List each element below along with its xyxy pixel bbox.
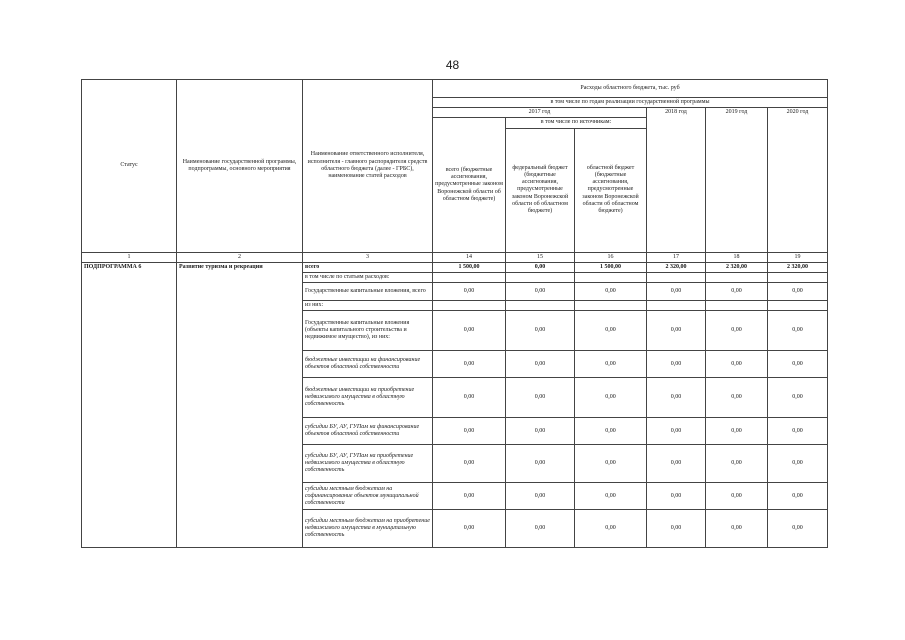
value-cell: 0,00 bbox=[768, 445, 828, 483]
value-cell: 0,00 bbox=[575, 311, 647, 351]
header-total-col: всего (бюджетные ассигнования, предусмотренные законом Воронежской области об областном бюджете) bbox=[433, 118, 506, 252]
value-cell: 0,00 bbox=[706, 311, 768, 351]
value-cell: 0,00 bbox=[433, 418, 506, 445]
value-cell: 0,00 bbox=[706, 351, 768, 378]
expense-item-label: бюджетные инвестиции на приобретение недвижимого имущества в областную собственность bbox=[303, 378, 433, 418]
header-year-2017: 2017 год bbox=[433, 108, 647, 118]
value-cell: 2 320,00 bbox=[768, 262, 828, 272]
value-cell: 0,00 bbox=[768, 418, 828, 445]
value-cell: 0,00 bbox=[506, 311, 575, 351]
header-year-2020: 2020 год bbox=[768, 108, 828, 252]
value-cell: 0,00 bbox=[706, 283, 768, 301]
value-cell bbox=[575, 301, 647, 311]
value-cell: 0,00 bbox=[768, 351, 828, 378]
value-cell: 0,00 bbox=[433, 283, 506, 301]
value-cell bbox=[506, 301, 575, 311]
value-cell: 0,00 bbox=[706, 510, 768, 548]
value-cell: 0,00 bbox=[647, 510, 706, 548]
value-cell: 1 500,00 bbox=[575, 262, 647, 272]
value-cell: 0,00 bbox=[433, 483, 506, 510]
value-cell: 0,00 bbox=[506, 510, 575, 548]
expense-item-label: бюджетные инвестиции на финансирование объектов областной собственности bbox=[303, 351, 433, 378]
value-cell bbox=[433, 301, 506, 311]
value-cell bbox=[706, 301, 768, 311]
header-by-years: в том числе по годам реализации государственной программы bbox=[433, 98, 828, 108]
column-number: 19 bbox=[768, 252, 828, 262]
column-number: 3 bbox=[303, 252, 433, 262]
column-number: 15 bbox=[506, 252, 575, 262]
value-cell: 0,00 bbox=[768, 378, 828, 418]
value-cell: 0,00 bbox=[506, 378, 575, 418]
value-cell: 0,00 bbox=[575, 378, 647, 418]
value-cell: 0,00 bbox=[647, 311, 706, 351]
page-number: 48 bbox=[445, 58, 460, 72]
value-cell: 0,00 bbox=[647, 351, 706, 378]
column-number: 16 bbox=[575, 252, 647, 262]
value-cell: 0,00 bbox=[433, 311, 506, 351]
expense-item-label: субсидии БУ, АУ, ГУПам на приобретение недвижимого имущества в областную собственность bbox=[303, 445, 433, 483]
header-expenses: Расходы областного бюджета, тыс. руб bbox=[433, 80, 828, 98]
expense-item-label: из них: bbox=[303, 301, 433, 311]
header-year-2019: 2019 год bbox=[706, 108, 768, 252]
expense-item-label: в том числе по статьям расходов: bbox=[303, 272, 433, 282]
value-cell bbox=[706, 272, 768, 282]
header-executor: Наименование ответственного исполнителя, исполнителя - главного распорядителя средств областного бюджета (далее - ГРБС), наименование статей расходов bbox=[303, 80, 433, 253]
expense-item-label: субсидии местным бюджетам на приобретение недвижимого имущества в муниципальную собственность bbox=[303, 510, 433, 548]
value-cell: 0,00 bbox=[433, 510, 506, 548]
value-cell: 0,00 bbox=[768, 483, 828, 510]
expense-item-label: Государственные капитальные вложения (объекты капитального строительства и недвижимое имущество), из них: bbox=[303, 311, 433, 351]
value-cell: 0,00 bbox=[506, 418, 575, 445]
value-cell: 2 320,00 bbox=[647, 262, 706, 272]
value-cell: 0,00 bbox=[575, 418, 647, 445]
header-program-name: Наименование государственной программы, подпрограммы, основного мероприятия bbox=[177, 80, 303, 253]
value-cell: 0,00 bbox=[768, 311, 828, 351]
expense-item-label: субсидии БУ, АУ, ГУПам на финансирование объектов областной собственности bbox=[303, 418, 433, 445]
value-cell: 2 320,00 bbox=[706, 262, 768, 272]
value-cell: 0,00 bbox=[506, 483, 575, 510]
value-cell bbox=[768, 272, 828, 282]
value-cell bbox=[575, 272, 647, 282]
column-number: 18 bbox=[706, 252, 768, 262]
value-cell: 0,00 bbox=[575, 283, 647, 301]
value-cell: 0,00 bbox=[506, 351, 575, 378]
value-cell: 0,00 bbox=[647, 483, 706, 510]
value-cell bbox=[768, 301, 828, 311]
status-cell: ПОДПРОГРАММА 6 bbox=[82, 262, 177, 548]
value-cell: 0,00 bbox=[706, 378, 768, 418]
value-cell: 0,00 bbox=[768, 510, 828, 548]
value-cell bbox=[647, 301, 706, 311]
value-cell: 0,00 bbox=[506, 283, 575, 301]
value-cell: 0,00 bbox=[647, 418, 706, 445]
value-cell: 0,00 bbox=[575, 445, 647, 483]
value-cell: 0,00 bbox=[506, 262, 575, 272]
value-cell: 0,00 bbox=[647, 378, 706, 418]
expense-item-label: всего bbox=[303, 262, 433, 272]
expense-item-label: Государственные капитальные вложения, всего bbox=[303, 283, 433, 301]
header-by-sources: в том числе по источникам: bbox=[506, 118, 647, 128]
value-cell: 0,00 bbox=[647, 445, 706, 483]
column-number: 1 bbox=[82, 252, 177, 262]
header-status: Статус bbox=[82, 80, 177, 253]
header-regional-col: областной бюджет (бюджетные ассигнования, предусмотренные законом Воронежской области об областном бюджете) bbox=[575, 128, 647, 252]
header-year-2018: 2018 год bbox=[647, 108, 706, 252]
value-cell: 0,00 bbox=[575, 351, 647, 378]
value-cell: 0,00 bbox=[575, 510, 647, 548]
value-cell bbox=[433, 272, 506, 282]
expense-item-label: субсидии местным бюджетам на софинансирование объектов муниципальной собственности bbox=[303, 483, 433, 510]
value-cell: 0,00 bbox=[575, 483, 647, 510]
value-cell bbox=[647, 272, 706, 282]
value-cell: 0,00 bbox=[647, 283, 706, 301]
table-row bbox=[82, 262, 828, 272]
value-cell: 0,00 bbox=[706, 483, 768, 510]
value-cell: 0,00 bbox=[433, 378, 506, 418]
value-cell bbox=[506, 272, 575, 282]
program-cell: Развитие туризма и рекреации bbox=[177, 262, 303, 548]
value-cell: 0,00 bbox=[768, 283, 828, 301]
column-number: 2 bbox=[177, 252, 303, 262]
header-federal-col: федеральный бюджет (бюджетные ассигнования, предусмотренные законом Воронежской области об областном бюджете) bbox=[506, 128, 575, 252]
column-number: 14 bbox=[433, 252, 506, 262]
value-cell: 1 500,00 bbox=[433, 262, 506, 272]
value-cell: 0,00 bbox=[706, 445, 768, 483]
value-cell: 0,00 bbox=[506, 445, 575, 483]
column-number: 17 bbox=[647, 252, 706, 262]
value-cell: 0,00 bbox=[433, 445, 506, 483]
budget-table bbox=[81, 79, 828, 548]
value-cell: 0,00 bbox=[433, 351, 506, 378]
value-cell: 0,00 bbox=[706, 418, 768, 445]
